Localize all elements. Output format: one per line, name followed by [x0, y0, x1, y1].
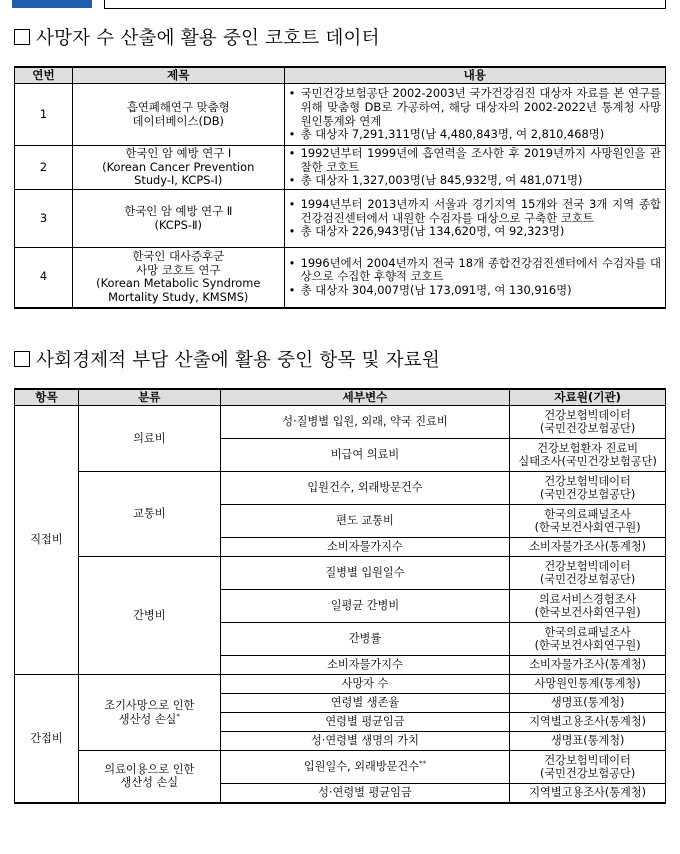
- row-number: 3: [15, 190, 73, 248]
- category-medical-use-loss: [78, 751, 220, 803]
- list-item: • 총 대상자 226,943명(남 134,620명, 여 92,323명): [289, 225, 661, 239]
- title-line: 데이터베이스(DB): [132, 113, 224, 128]
- category-medical: 의료비: [78, 406, 220, 472]
- row-number: 2: [15, 146, 73, 190]
- top-header-decoration: [0, 0, 680, 14]
- detail-cell: 성·연령별 평균임금: [220, 784, 510, 803]
- source-line: 실태조사(국민건강보험공단): [518, 455, 657, 468]
- category-line: 의료이용으로 인한: [104, 762, 195, 776]
- title-line: (KCPS-Ⅱ): [154, 217, 203, 232]
- list-item: • 국민건강보험공단 2002-2003년 국가건강검진 대상자 자료를 본 연구를 위해 맞춤형 DB로 가공하여, 해당 대상자의 2002-2022년 통계청 사망원인통계와 연계: [289, 87, 661, 128]
- section2-heading: [14, 346, 440, 372]
- detail-text: 입원일수, 외래방문건수: [303, 760, 420, 774]
- row-content: [284, 248, 665, 308]
- source-cell: [510, 590, 666, 623]
- detail-cell: 소비자물가지수: [220, 538, 510, 557]
- header-source: 자료원(기관): [510, 389, 666, 406]
- source-cell: [510, 623, 666, 656]
- source-line: (한국보건사회연구원): [534, 606, 641, 619]
- row-content: [284, 190, 665, 248]
- checkbox-square-icon: [14, 29, 30, 45]
- title-line: 사망 코호트 연구: [136, 262, 221, 277]
- source-line: 건강보험빅데이터: [544, 408, 631, 422]
- table-row: [15, 557, 666, 590]
- header-accent-bar: [12, 0, 92, 8]
- header-item: 항목: [15, 389, 79, 406]
- source-line: (국민건강보험공단): [540, 488, 636, 501]
- footnote-mark: **: [419, 759, 427, 768]
- category-line: [83, 713, 216, 726]
- category-early-death-loss: [78, 675, 220, 751]
- header-content: 내용: [284, 67, 665, 84]
- table-row: [15, 190, 666, 248]
- category-line: 조기사망으로 인한: [104, 699, 195, 713]
- detail-cell: 일평균 간병비: [220, 590, 510, 623]
- cohort-data-table: [14, 66, 666, 309]
- row-title: [72, 190, 284, 248]
- list-item: • 총 대상자 1,327,003명(남 845,932명, 여 481,071명): [289, 174, 661, 188]
- row-content: [284, 146, 665, 190]
- header-no: 연번: [15, 67, 73, 84]
- source-cell: [510, 439, 666, 472]
- header-category: 분류: [78, 389, 220, 406]
- source-line: 한국의료패널조사: [544, 507, 631, 521]
- header-title: 제목: [72, 67, 284, 84]
- title-line: 한국인 대사증후군: [132, 249, 225, 264]
- title-line: Study-Ⅰ, KCPS-Ⅰ): [134, 173, 223, 188]
- table-header-row: [15, 389, 666, 406]
- source-cell: 사망원인통계(통계청): [510, 675, 666, 694]
- source-cell: 지역별고용조사(통계청): [510, 784, 666, 803]
- source-cell: 생명표(통계청): [510, 694, 666, 713]
- section1-title: 사망자 수 산출에 활용 중인 코호트 데이터: [36, 28, 380, 49]
- source-line: 건강보험빅데이터: [544, 753, 631, 767]
- source-line: 의료서비스경험조사: [538, 592, 637, 606]
- header-frame: [104, 0, 666, 9]
- source-line: (국민건강보험공단): [540, 767, 636, 780]
- source-line: (국민건강보험공단): [540, 422, 636, 435]
- title-line: 한국인 암 예방 연구 Ⅱ: [124, 203, 233, 218]
- detail-cell: 비급여 의료비: [220, 439, 510, 472]
- header-detail: 세부변수: [220, 389, 510, 406]
- source-cell: [510, 557, 666, 590]
- source-line: 한국의료패널조사: [544, 625, 631, 639]
- row-content: [284, 84, 665, 146]
- socioeconomic-burden-table: [14, 388, 666, 804]
- list-item: • 총 대상자 7,291,311명(남 4,480,843명, 여 2,810,468명): [289, 128, 661, 142]
- list-item: • 1992년부터 1999년에 흡연력을 조사한 후 2019년까지 사망원인을 관찰한 코호트: [289, 147, 661, 174]
- source-line: (국민건강보험공단): [540, 573, 636, 586]
- category-text: 생산성 손실: [118, 712, 177, 726]
- detail-cell: [220, 751, 510, 784]
- title-line: (Korean Metabolic Syndrome: [96, 276, 261, 291]
- row-title: [72, 146, 284, 190]
- row-title: [72, 84, 284, 146]
- section2-title: 사회경제적 부담 산출에 활용 중인 항목 및 자료원: [36, 350, 440, 371]
- source-line: 건강보험빅데이터: [544, 559, 631, 573]
- detail-cell: 성·연령별 생명의 가치: [220, 732, 510, 751]
- item-indirect-cost: 간접비: [15, 675, 79, 803]
- source-cell: 지역별고용조사(통계청): [510, 713, 666, 732]
- section1-heading: [14, 24, 380, 50]
- title-line: 한국인 암 예방 연구 Ⅰ: [125, 146, 232, 161]
- source-cell: [510, 472, 666, 505]
- detail-cell: 사망자 수: [220, 675, 510, 694]
- source-line: (한국보건사회연구원): [534, 521, 641, 534]
- source-line: 건강보험빅데이터: [544, 474, 631, 488]
- table-header-row: [15, 67, 666, 84]
- table-row: [15, 751, 666, 784]
- row-title: [72, 248, 284, 308]
- detail-cell: 소비자물가지수: [220, 656, 510, 675]
- checkbox-square-icon: [14, 351, 30, 367]
- list-item: • 1996년에서 2004년까지 전국 18개 종합건강검진센터에서 수검자를 대상으로 수집한 후향적 코호트: [289, 257, 661, 284]
- table-row: [15, 248, 666, 308]
- category-transport: 교통비: [78, 472, 220, 557]
- table-row: [15, 146, 666, 190]
- title-line: 흡연폐해연구 맞춤형: [126, 99, 230, 114]
- detail-cell: 성·질병별 입원, 외래, 약국 진료비: [220, 406, 510, 439]
- table-row: [15, 406, 666, 439]
- source-cell: [510, 406, 666, 439]
- detail-cell: 연령별 생존율: [220, 694, 510, 713]
- list-item: • 1994년부터 2013년까지 서울과 경기지역 15개와 전국 3개 지역 종합건강검진센터에서 내원한 수검자를 대상으로 구축한 코호트: [289, 198, 661, 225]
- detail-cell: 편도 교통비: [220, 505, 510, 538]
- source-line: (한국보건사회연구원): [534, 639, 641, 652]
- row-number: 4: [15, 248, 73, 308]
- category-nursing: 간병비: [78, 557, 220, 675]
- source-cell: 생명표(통계청): [510, 732, 666, 751]
- source-cell: 소비자물가조사(통계청): [510, 538, 666, 557]
- item-direct-cost: 직접비: [15, 406, 79, 675]
- source-line: 건강보험환자 진료비: [537, 441, 639, 455]
- title-line: Mortality Study, KMSMS): [108, 289, 249, 304]
- table-row: [15, 84, 666, 146]
- category-line: 생산성 손실: [120, 776, 179, 790]
- table-row: [15, 472, 666, 505]
- source-cell: [510, 505, 666, 538]
- footnote-mark: *: [176, 711, 180, 720]
- source-cell: [510, 751, 666, 784]
- table-row: [15, 675, 666, 694]
- list-item: • 총 대상자 304,007명(남 173,091명, 여 130,916명): [289, 284, 661, 298]
- title-line: (Korean Cancer Prevention: [102, 159, 255, 174]
- detail-cell: 연령별 평균임금: [220, 713, 510, 732]
- detail-cell: 간병률: [220, 623, 510, 656]
- detail-cell: 질병별 입원일수: [220, 557, 510, 590]
- row-number: 1: [15, 84, 73, 146]
- source-cell: 소비자물가조사(통계청): [510, 656, 666, 675]
- detail-cell: 입원건수, 외래방문건수: [220, 472, 510, 505]
